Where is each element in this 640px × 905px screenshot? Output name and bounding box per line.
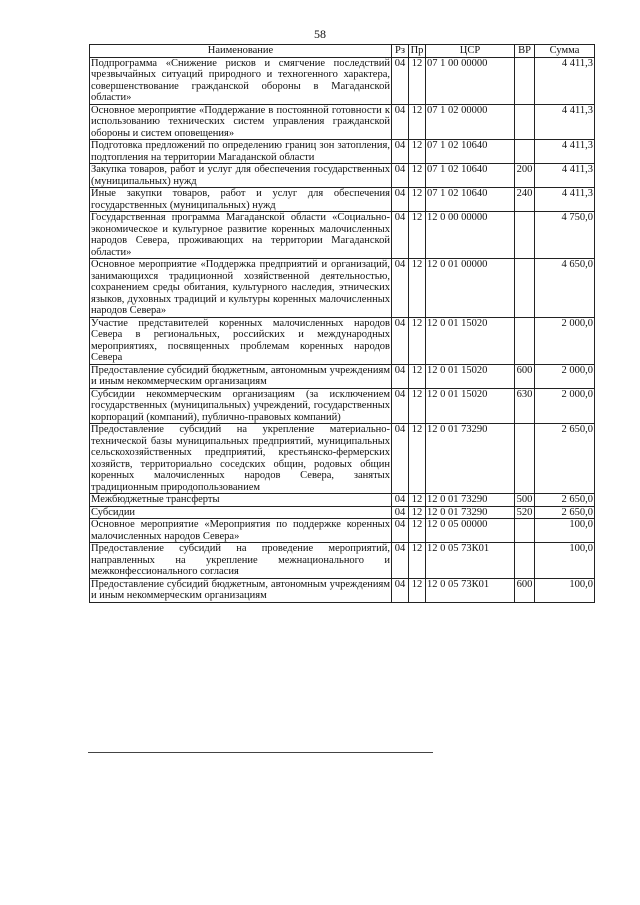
cell-pr: 12 xyxy=(409,164,426,188)
table-row xyxy=(90,212,595,259)
cell-sum: 2 000,0 xyxy=(535,364,595,388)
cell-csr: 12 0 05 73К01 xyxy=(426,543,515,579)
cell-sum: 4 411,3 xyxy=(535,140,595,164)
cell-pr: 12 xyxy=(409,494,426,507)
cell-name: Подпрограмма «Снижение рисков и смягчение последствий чрезвычайных ситуаций природного и техногенного характера, совершенствование гражданской обороны в Магаданской области» xyxy=(91,57,390,103)
table-row xyxy=(90,388,595,424)
cell-pr: 12 xyxy=(409,424,426,494)
cell-pr: 12 xyxy=(409,578,426,602)
cell-vr xyxy=(515,212,535,259)
cell-name: Основное мероприятие «Поддержание в постоянной готовности к использованию технических систем управления гражданской обороны и систем оповещения» xyxy=(91,104,390,139)
cell-rz: 04 xyxy=(392,424,409,494)
cell-name: Подготовка предложений по определению границ зон затопления, подтопления на территории Магаданской области xyxy=(91,140,390,163)
table-row xyxy=(90,140,595,164)
cell-vr: 600 xyxy=(515,364,535,388)
cell-csr: 07 1 02 10640 xyxy=(426,188,515,212)
cell-rz: 04 xyxy=(392,388,409,424)
cell-csr: 07 1 00 00000 xyxy=(426,57,515,104)
cell-rz: 04 xyxy=(392,543,409,579)
cell-csr: 12 0 01 73290 xyxy=(426,424,515,494)
cell-pr: 12 xyxy=(409,104,426,140)
cell-rz: 04 xyxy=(392,519,409,543)
cell-csr: 12 0 05 00000 xyxy=(426,519,515,543)
cell-name: Закупка товаров, работ и услуг для обеспечения государственных (муниципальных) нужд xyxy=(91,164,390,187)
page-number: 58 xyxy=(314,27,326,41)
table-row xyxy=(90,364,595,388)
cell-vr xyxy=(515,259,535,318)
cell-name: Предоставление субсидий бюджетным, автономным учреждениям и иным некоммерческим организациям xyxy=(91,578,390,601)
cell-pr: 12 xyxy=(409,519,426,543)
cell-pr: 12 xyxy=(409,317,426,364)
cell-sum: 2 650,0 xyxy=(535,494,595,507)
cell-pr: 12 xyxy=(409,140,426,164)
cell-name: Предоставление субсидий на укрепление материально-технической базы муниципальных предприятий, муниципальных сельскохозяйственных предприятий, крестьянско-фермерских хозяйств, территориально соседских общин, родовых общин коренных малочисленных народов Севера, занятых традиционным природопользованием xyxy=(91,424,390,493)
cell-sum: 2 650,0 xyxy=(535,424,595,494)
cell-sum: 2 000,0 xyxy=(535,317,595,364)
table-row xyxy=(90,164,595,188)
table-row xyxy=(90,543,595,579)
cell-vr xyxy=(515,543,535,579)
table-row xyxy=(90,57,595,104)
cell-csr: 12 0 01 00000 xyxy=(426,259,515,318)
cell-csr: 07 1 02 10640 xyxy=(426,140,515,164)
cell-vr: 630 xyxy=(515,388,535,424)
cell-rz: 04 xyxy=(392,57,409,104)
cell-pr: 12 xyxy=(409,388,426,424)
cell-rz: 04 xyxy=(392,259,409,318)
cell-sum: 100,0 xyxy=(535,578,595,602)
cell-name: Субсидии некоммерческим организациям (за исключением государственных (муниципальных) учреждений, государственных корпораций (компаний), публично-правовых компаний) xyxy=(91,388,390,423)
cell-pr: 12 xyxy=(409,212,426,259)
budget-table xyxy=(89,44,595,603)
cell-csr: 12 0 01 15020 xyxy=(426,388,515,424)
cell-name: Иные закупки товаров, работ и услуг для обеспечения государственных (муниципальных) нужд xyxy=(91,188,390,211)
cell-csr: 12 0 05 73К01 xyxy=(426,578,515,602)
cell-sum: 4 411,3 xyxy=(535,188,595,212)
cell-rz: 04 xyxy=(392,104,409,140)
cell-sum: 2 000,0 xyxy=(535,388,595,424)
header-sum: Сумма xyxy=(535,45,595,58)
table-row xyxy=(90,188,595,212)
cell-sum: 4 411,3 xyxy=(535,104,595,140)
cell-csr: 12 0 01 73290 xyxy=(426,494,515,507)
cell-csr: 07 1 02 10640 xyxy=(426,164,515,188)
table-header-row xyxy=(90,45,595,58)
cell-name: Основное мероприятие «Мероприятия по поддержке коренных малочисленных народов Севера» xyxy=(91,519,390,542)
cell-pr: 12 xyxy=(409,364,426,388)
header-vr: ВР xyxy=(515,45,535,58)
cell-csr: 12 0 00 00000 xyxy=(426,212,515,259)
cell-rz: 04 xyxy=(392,578,409,602)
header-rz: Рз xyxy=(392,45,409,58)
cell-sum: 4 750,0 xyxy=(535,212,595,259)
cell-rz: 04 xyxy=(392,494,409,507)
cell-vr: 520 xyxy=(515,506,535,519)
cell-pr: 12 xyxy=(409,506,426,519)
cell-sum: 4 411,3 xyxy=(535,57,595,104)
cell-rz: 04 xyxy=(392,212,409,259)
cell-name: Государственная программа Магаданской области «Социально-экономическое и культурное развитие коренных малочисленных народов Севера, проживающих на территории Магаданской области» xyxy=(91,212,390,258)
table-row xyxy=(90,104,595,140)
cell-vr xyxy=(515,57,535,104)
cell-vr xyxy=(515,104,535,140)
table-row xyxy=(90,259,595,318)
cell-name: Предоставление субсидий бюджетным, автономным учреждениям и иным некоммерческим организациям xyxy=(91,364,390,387)
header-name: Наименование xyxy=(90,45,392,58)
cell-pr: 12 xyxy=(409,57,426,104)
table-row xyxy=(90,494,595,507)
cell-sum: 4 411,3 xyxy=(535,164,595,188)
cell-name: Предоставление субсидий на проведение мероприятий, направленных на укрепление межнационального и межконфессионального согласия xyxy=(91,543,390,577)
table-row xyxy=(90,519,595,543)
cell-rz: 04 xyxy=(392,317,409,364)
cell-csr: 12 0 01 15020 xyxy=(426,317,515,364)
cell-vr: 200 xyxy=(515,164,535,188)
cell-pr: 12 xyxy=(409,188,426,212)
cell-csr: 12 0 01 73290 xyxy=(426,506,515,519)
cell-pr: 12 xyxy=(409,259,426,318)
cell-name: Межбюджетные трансферты xyxy=(90,494,392,507)
bottom-divider xyxy=(88,752,433,753)
cell-rz: 04 xyxy=(392,140,409,164)
cell-pr: 12 xyxy=(409,543,426,579)
cell-rz: 04 xyxy=(392,188,409,212)
cell-sum: 100,0 xyxy=(535,543,595,579)
cell-sum: 4 650,0 xyxy=(535,259,595,318)
table-row xyxy=(90,578,595,602)
cell-csr: 07 1 02 00000 xyxy=(426,104,515,140)
cell-vr: 240 xyxy=(515,188,535,212)
cell-vr: 500 xyxy=(515,494,535,507)
cell-vr xyxy=(515,317,535,364)
cell-sum: 100,0 xyxy=(535,519,595,543)
cell-vr xyxy=(515,140,535,164)
table-row xyxy=(90,506,595,519)
cell-csr: 12 0 01 15020 xyxy=(426,364,515,388)
cell-sum: 2 650,0 xyxy=(535,506,595,519)
table-row xyxy=(90,424,595,494)
cell-name: Субсидии xyxy=(90,506,392,519)
cell-name: Участие представителей коренных малочисленных народов Севера в региональных, российских и международных мероприятиях, посвященных проблемам коренных народов Севера xyxy=(91,317,390,363)
cell-vr xyxy=(515,519,535,543)
cell-rz: 04 xyxy=(392,506,409,519)
cell-vr xyxy=(515,424,535,494)
cell-rz: 04 xyxy=(392,164,409,188)
cell-vr: 600 xyxy=(515,578,535,602)
header-csr: ЦСР xyxy=(426,45,515,58)
cell-rz: 04 xyxy=(392,364,409,388)
header-pr: Пр xyxy=(409,45,426,58)
table-row xyxy=(90,317,595,364)
cell-name: Основное мероприятие «Поддержка предприятий и организаций, занимающихся традиционной хозяйственной деятельностью, сохранением среды обитания, культурного наследия, этнических языков, духовных традиций и культуры коренных малочисленных народов Севера» xyxy=(91,259,390,316)
